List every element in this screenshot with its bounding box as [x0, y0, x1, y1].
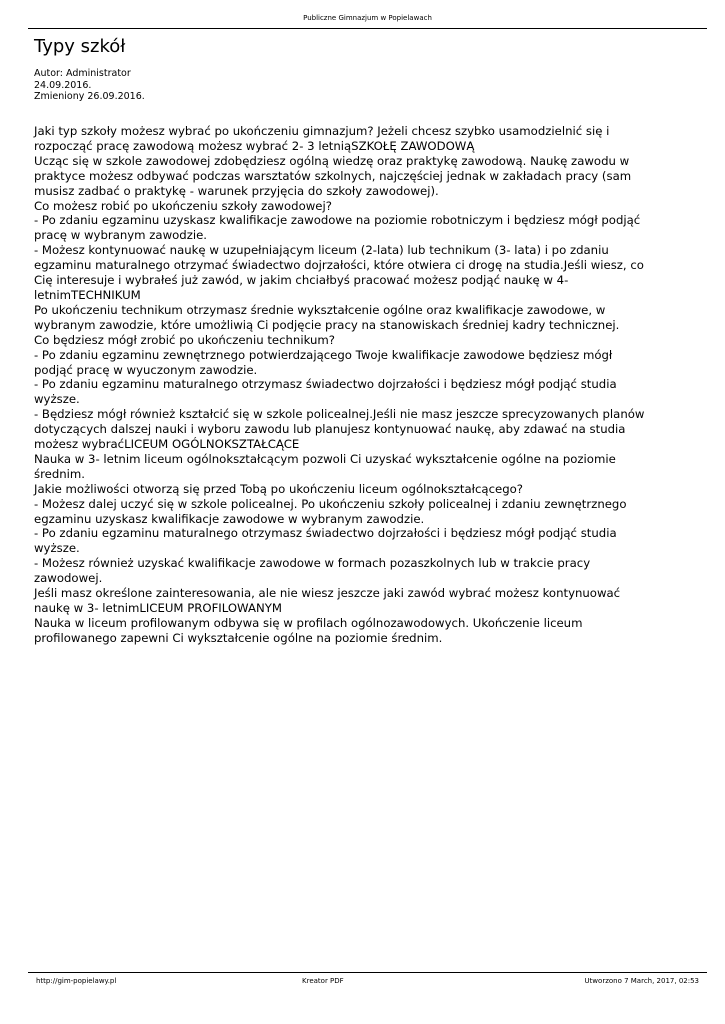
question-technical: Co będziesz mógł zrobić po ukończeniu technikum? — [34, 332, 335, 347]
page-title: Typy szkół — [34, 36, 126, 57]
highschool-options: - Możesz dalej uczyć się w szkole policealnej. Po ukończeniu szkoły policealnej i zdaniu zewnętrznego egzaminu uzyskasz kwalifikacje zawodowe w wybranym zawodzie. - Po zdaniu egzaminu maturalnego otrzymasz świadectwo dojrzałości i będziesz mógł podjąć studia wyższe. - Możesz również uzyskać kwalifikacje zawodowe w formach pozaszkolnych lub w trakcie pracy zawodowej. Jeśli masz określone zainteresowania, ale nie wiesz jeszcze jaki zawód wybrać możesz kontynuować naukę w 3- letnimLICEUM PROFILOWANYM Nauka w liceum profilowanym odbywa się w profilach ogólnozawodowych. Ukończenie liceum profilowanego zapewni Ci wykształcenie ogólne na poziomie średnim. — [34, 496, 627, 645]
technical-options: - Po zdaniu egzaminu zewnętrznego potwierdzającego Twoje kwalifikacje zawodowe będziesz mógł podjąć pracę w wyuczonym zawodzie. - Po zdaniu egzaminu maturalnego otrzymasz świadectwo dojrzałości i będziesz mógł podjąć studia wyższe. - Będziesz mógł również kształcić się w szkole policealnej.Jeśli nie masz jeszcze sprecyzowanych planów dotyczących dalszej nauki i wyboru zawodu lub planujesz kontynuować naukę, aby zdawać na studia możesz wybraćLICEUM OGÓLNOKSZTAŁCĄCE Nauka w 3- letnim liceum ogólnokształcącym pozwoli Ci uzyskać wykształcenie ogólne na poziomie średnim. — [34, 347, 645, 481]
article-meta — [34, 68, 145, 103]
question-highschool: Jakie możliwości otworzą się przed Tobą po ukończeniu liceum ogólnokształcącego? — [34, 481, 523, 496]
footer-created: Utworzono 7 March, 2017, 02:53 — [584, 977, 699, 985]
vocational-options: - Po zdaniu egzaminu uzyskasz kwalifikacje zawodowe na poziomie robotniczym i będziesz mógł podjąć pracę w wybranym zawodzie. - Możesz kontynuować naukę w uzupełniającym liceum (2-lata) lub technikum (3- lata) i po zdaniu egzaminu maturalnego otrzymać świadectwo dojrzałości, które otwiera ci drogę na studia.Jeśli wiesz, co Cię interesuje i wybrałeś już zawód, w jakim chciałbyś pracować możesz podjąć naukę w 4- letnimTECHNIKUM Po ukończeniu technikum otrzymasz średnie wykształcenie ogólne oraz kwalifikacje zawodowe, w wybranym zawodzie, które umożliwią Ci podjęcie pracy na stanowiskach średniej kadry technicznej. — [34, 213, 644, 332]
footer-generator: Kreator PDF — [302, 977, 344, 985]
site-name: Publiczne Gimnazjum w Popielawach — [303, 14, 432, 22]
created-date: 24.09.2016. — [34, 79, 92, 91]
article-body — [34, 124, 689, 646]
footer-url[interactable]: http://gim-popielawy.pl — [36, 977, 117, 985]
intro-paragraph: Jaki typ szkoły możesz wybrać po ukończeniu gimnazjum? Jeżeli chcesz szybko usamodzielnić się i rozpocząć pracę zawodową możesz wybrać 2- 3 letniąSZKOŁĘ ZAWODOWĄ Ucząc się w szkole zawodowej zdobędziesz ogólną wiedzę oraz praktykę zawodową. Naukę zawodu w praktyce możesz odbywać podczas warsztatów szkolnych, najczęściej jednak w zakładach pracy (sam musisz zadbać o praktykę - warunek przyjęcia do szkoły zawodowej). — [34, 124, 632, 198]
page-footer — [28, 972, 707, 987]
page-header — [28, 14, 707, 29]
modified-date: Zmieniony 26.09.2016. — [34, 91, 145, 102]
author-line: Autor: Administrator — [34, 68, 131, 79]
question-vocational: Co możesz robić po ukończeniu szkoły zawodowej? — [34, 198, 332, 213]
